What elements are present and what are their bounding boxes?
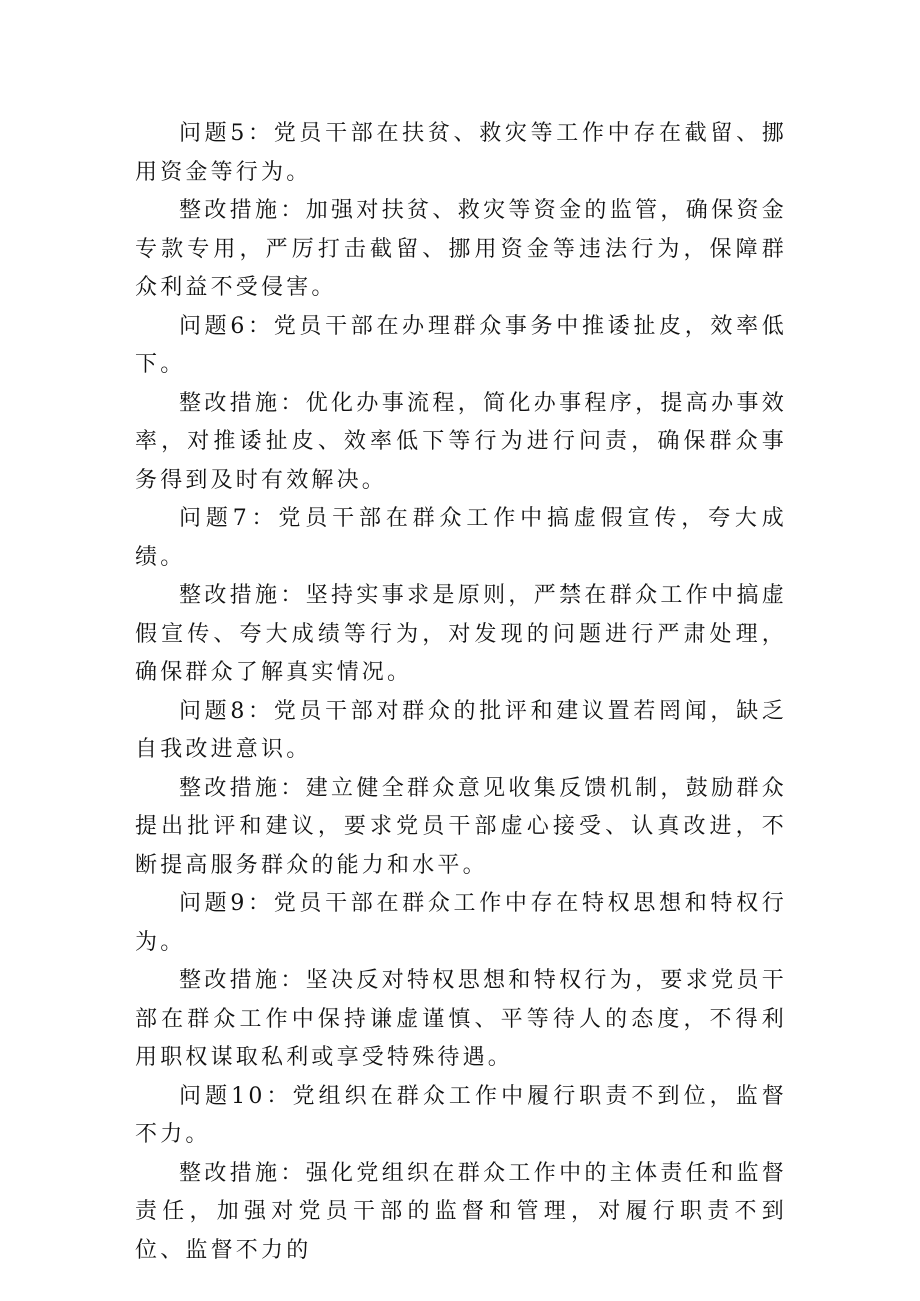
remedy-10: 整改措施：强化党组织在群众工作中的主体责任和监督责任，加强对党员干部的监督和管理，对履行职责不到位、监督不力的 [135, 1160, 787, 1263]
document-body [135, 115, 787, 1270]
problem-5: 问题5：党员干部在扶贫、救灾等工作中存在截留、挪用资金等行为。 [135, 121, 787, 185]
remedy-7: 整改措施：坚持实事求是原则，严禁在群众工作中搞虚假宣传、夸大成绩等行为，对发现的问题进行严肃处理，确保群众了解真实情况。 [135, 583, 787, 685]
remedy-8: 整改措施：建立健全群众意见收集反馈机制，鼓励群众提出批评和建议，要求党员干部虚心接受、认真改进，不断提高服务群众的能力和水平。 [135, 775, 787, 878]
problem-9: 问题9：党员干部在群众工作中存在特权思想和特权行为。 [135, 891, 787, 955]
remedy-6: 整改措施：优化办事流程，简化办事程序，提高办事效率，对推诿扯皮、效率低下等行为进行问责，确保群众事务得到及时有效解决。 [135, 390, 787, 493]
problem-10: 问题10：党组织在群众工作中履行职责不到位，监督不力。 [135, 1083, 787, 1147]
remedy-5: 整改措施：加强对扶贫、救灾等资金的监管，确保资金专款专用，严厉打击截留、挪用资金等违法行为，保障群众利益不受侵害。 [135, 198, 787, 300]
problem-7: 问题7：党员干部在群众工作中搞虚假宣传，夸大成绩。 [135, 506, 787, 570]
remedy-9: 整改措施：坚决反对特权思想和特权行为，要求党员干部在群众工作中保持谦虚谨慎、平等待人的态度，不得利用职权谋取私利或享受特殊待遇。 [135, 968, 787, 1070]
problem-8: 问题8：党员干部对群众的批评和建议置若罔闻，缺乏自我改进意识。 [135, 698, 787, 762]
problem-6: 问题6：党员干部在办理群众事务中推诿扯皮，效率低下。 [135, 313, 787, 377]
